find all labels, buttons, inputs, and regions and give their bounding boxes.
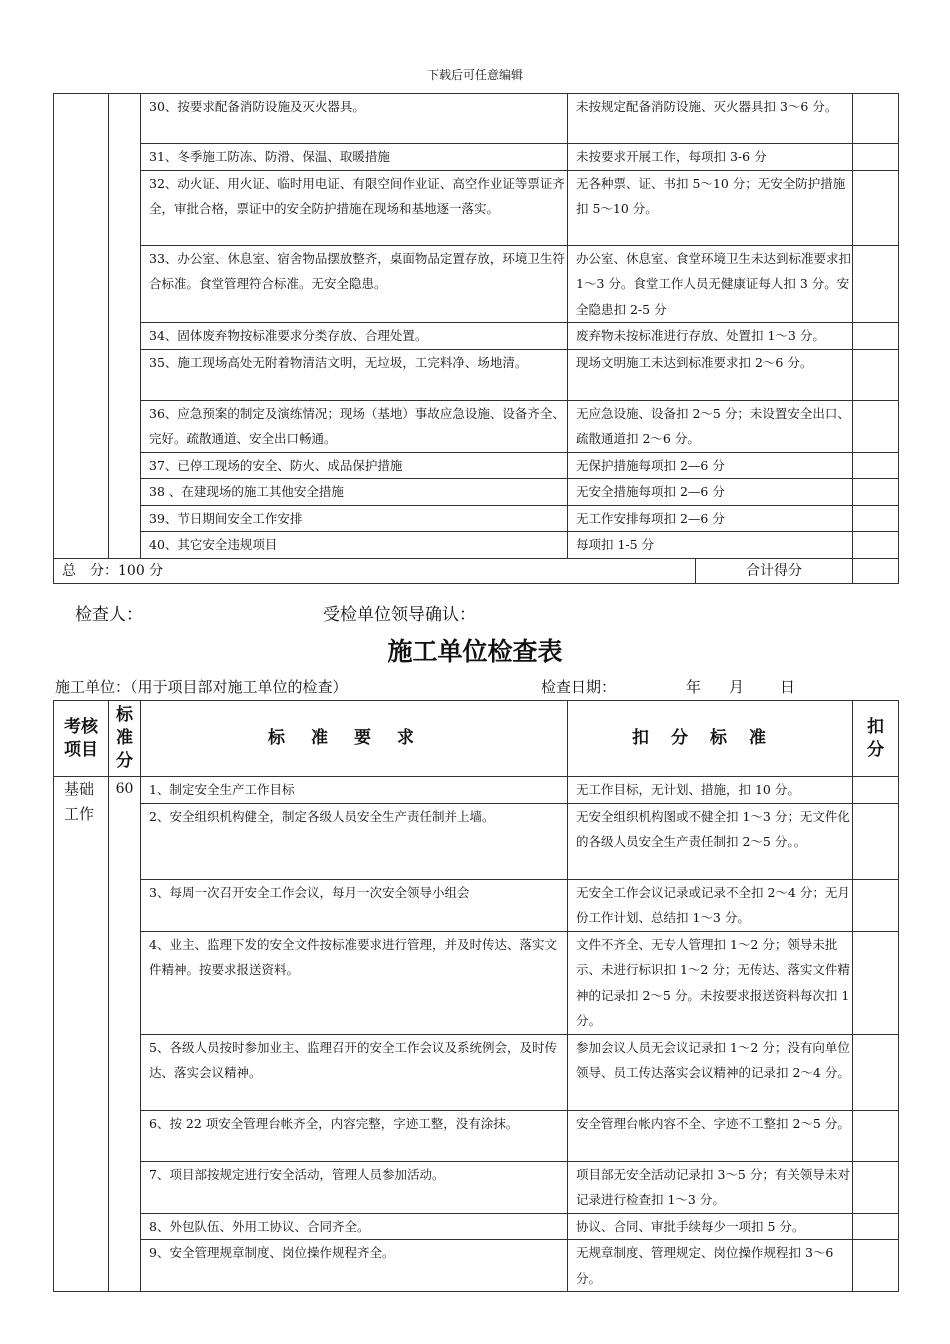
deduction-rule-cell: 现场文明施工未达到标准要求扣 2～6 分。 xyxy=(568,349,853,400)
deduction-input-cell[interactable] xyxy=(853,1034,899,1110)
category-cell xyxy=(54,94,109,559)
table-row xyxy=(54,777,899,804)
deduction-rule-cell: 参加会议人员无会议记录扣 1～2 分；没有向单位领导、员工传达落实会议精神的记录扣 2～4 分。 xyxy=(568,1034,853,1110)
points-cell: 60 xyxy=(109,777,141,1292)
deduction-input-cell[interactable] xyxy=(853,931,899,1034)
deduction-input-cell[interactable] xyxy=(853,94,899,144)
table-row xyxy=(54,505,899,532)
requirement-cell: 3、每周一次召开安全工作会议，每月一次安全领导小组会 xyxy=(141,879,568,931)
requirement-cell: 38 、在建现场的施工其他安全措施 xyxy=(141,479,568,506)
header-note: 下载后可任意编辑 xyxy=(426,68,523,82)
deduction-rule-cell: 无规章制度、管理规定、岗位操作规程扣 3～6 分。 xyxy=(568,1240,853,1292)
inspection-table xyxy=(53,700,899,1292)
deduction-input-cell[interactable] xyxy=(853,245,899,323)
deduction-input-cell[interactable] xyxy=(853,479,899,506)
requirement-cell: 6、按 22 项安全管理台帐齐全，内容完整，字迹工整，没有涂抹。 xyxy=(141,1110,568,1161)
table-row xyxy=(54,1240,899,1292)
table-row xyxy=(54,452,899,479)
deduction-input-cell[interactable] xyxy=(853,170,899,245)
deduction-input-cell[interactable] xyxy=(853,505,899,532)
table-row xyxy=(54,1161,899,1213)
header-points: 标准分 xyxy=(109,701,141,777)
table-row xyxy=(54,879,899,931)
inspection-date xyxy=(541,676,795,697)
requirement-cell: 31、冬季施工防冻、防滑、保温、取暖措施 xyxy=(141,144,568,171)
table-row xyxy=(54,532,899,559)
deduction-input-cell[interactable] xyxy=(853,349,899,400)
requirement-cell: 32、动火证、用火证、临时用电证、有限空间作业证、高空作业证等票证齐全，审批合格，票证中的安全防护措施在现场和基地逐一落实。 xyxy=(141,170,568,245)
deduction-rule-cell: 文件不齐全、无专人管理扣 1～2 分；领导未批示、未进行标识扣 1～2 分；无传达、落实文件精神的记录扣 2～5 分。未按要求报送资料每次扣 1 分。 xyxy=(568,931,853,1034)
deduction-rule-cell: 无安全措施每项扣 2—6 分 xyxy=(568,479,853,506)
requirement-cell: 39、节日期间安全工作安排 xyxy=(141,505,568,532)
requirement-cell: 36、应急预案的制定及演练情况；现场（基地）事故应急设施、设备齐全、完好。疏散通道、安全出口畅通。 xyxy=(141,400,568,452)
table-row xyxy=(54,400,899,452)
requirement-cell: 1、制定安全生产工作目标 xyxy=(141,777,568,804)
deduction-rule-cell: 未按规定配备消防设施、灭火器具扣 3～6 分。 xyxy=(568,94,853,144)
total-row xyxy=(54,558,899,583)
table-row xyxy=(54,144,899,171)
sum-score-input[interactable] xyxy=(853,558,899,583)
table-row xyxy=(54,479,899,506)
header-deduct: 扣分 xyxy=(853,701,899,777)
requirement-cell: 40、其它安全违规项目 xyxy=(141,532,568,559)
table-row xyxy=(54,1034,899,1110)
date-label: 检查日期： xyxy=(541,678,617,696)
requirement-cell: 5、各级人员按时参加业主、监理召开的安全工作会议及系统例会，及时传达、落实会议精神。 xyxy=(141,1034,568,1110)
deduction-rule-cell: 无安全组织机构图或不健全扣 1～3 分；无文件化的各级人员安全生产责任制扣 2～5 分。。 xyxy=(568,803,853,879)
deduction-rule-cell: 无安全工作会议记录或记录不全扣 2～4 分；无月份工作计划、总结扣 1～3 分。 xyxy=(568,879,853,931)
table-row xyxy=(54,1213,899,1240)
header-standard: 标准要求 xyxy=(141,701,568,777)
sum-score-label: 合计得分 xyxy=(746,562,802,579)
requirement-cell: 2、安全组织机构健全，制定各级人员安全生产责任制并上墙。 xyxy=(141,803,568,879)
requirement-cell: 37、已停工现场的安全、防火、成品保护措施 xyxy=(141,452,568,479)
requirement-cell: 7、项目部按规定进行安全活动，管理人员参加活动。 xyxy=(141,1161,568,1213)
deduction-rule-cell: 废弃物未按标准进行存放、处置扣 1～3 分。 xyxy=(568,323,853,350)
table-row xyxy=(54,803,899,879)
deduction-input-cell[interactable] xyxy=(853,400,899,452)
table-row xyxy=(54,245,899,323)
deduction-input-cell[interactable] xyxy=(853,323,899,350)
requirement-cell: 35、施工现场高处无附着物清洁文明，无垃圾，工完料净、场地清。 xyxy=(141,349,568,400)
table-header-row xyxy=(54,701,899,777)
deduction-rule-cell: 无保护措施每项扣 2—6 分 xyxy=(568,452,853,479)
deduction-input-cell[interactable] xyxy=(853,1213,899,1240)
total-score-label: 总 分：100 分 xyxy=(54,559,696,583)
inspector-label: 检查人： xyxy=(75,605,143,625)
deduction-rule-cell: 无各种票、证、书扣 5～10 分；无安全防护措施扣 5～10 分。 xyxy=(568,170,853,245)
requirement-cell: 4、业主、监理下发的安全文件按标准要求进行管理，并及时传达、落实文件精神。按要求报送资料。 xyxy=(141,931,568,1034)
table-row xyxy=(54,323,899,350)
deduction-rule-cell: 办公室、休息室、食堂环境卫生未达到标准要求扣 1～3 分。食堂工作人员无健康证每人扣 3 分。安全隐患扣 2-5 分 xyxy=(568,245,853,323)
deduction-input-cell[interactable] xyxy=(853,532,899,559)
table-row xyxy=(54,170,899,245)
deduction-rule-cell: 项目部无安全活动记录扣 3～5 分；有关领导未对记录进行检查扣 1～3 分。 xyxy=(568,1161,853,1213)
header-criteria: 扣分标准 xyxy=(568,701,853,777)
deduction-rule-cell: 无工作目标，无计划、措施，扣 10 分。 xyxy=(568,777,853,804)
table-row xyxy=(54,1110,899,1161)
table-row xyxy=(54,349,899,400)
requirement-cell: 9、安全管理规章制度、岗位操作规程齐全。 xyxy=(141,1240,568,1292)
date-year: 年 xyxy=(686,678,702,696)
deduction-input-cell[interactable] xyxy=(853,879,899,931)
deduction-input-cell[interactable] xyxy=(853,1110,899,1161)
page-title: 施工单位检查表 xyxy=(387,637,563,666)
deduction-rule-cell: 未按要求开展工作，每项扣 3-6 分 xyxy=(568,144,853,171)
date-month: 月 xyxy=(729,678,745,696)
deduction-rule-cell: 无工作安排每项扣 2—6 分 xyxy=(568,505,853,532)
deduction-input-cell[interactable] xyxy=(853,777,899,804)
table-row xyxy=(54,931,899,1034)
requirement-cell: 30、按要求配备消防设施及灭火器具。 xyxy=(141,94,568,144)
table-row xyxy=(54,94,899,144)
construction-unit-label: 施工单位：（用于项目部对施工单位的检查） xyxy=(55,678,348,696)
date-day: 日 xyxy=(780,678,796,696)
deduction-rule-cell: 每项扣 1-5 分 xyxy=(568,532,853,559)
deduction-input-cell[interactable] xyxy=(853,1240,899,1292)
checklist-table-continued xyxy=(53,93,899,584)
category-cell: 基础工作 xyxy=(54,777,109,1292)
deduction-rule-cell: 安全管理台帐内容不全、字迹不工整扣 2～5 分。 xyxy=(568,1110,853,1161)
deduction-rule-cell: 无应急设施、设备扣 2～5 分；未设置安全出口、疏散通道扣 2～6 分。 xyxy=(568,400,853,452)
unit-leader-confirm-label: 受检单位领导确认： xyxy=(323,605,476,625)
requirement-cell: 33、办公室、休息室、宿舍物品摆放整齐，桌面物品定置存放，环境卫生符合标准。食堂管理符合标准。无安全隐患。 xyxy=(141,245,568,323)
deduction-input-cell[interactable] xyxy=(853,452,899,479)
deduction-input-cell[interactable] xyxy=(853,1161,899,1213)
deduction-input-cell[interactable] xyxy=(853,803,899,879)
total-label-cell xyxy=(54,558,853,583)
requirement-cell: 8、外包队伍、外用工协议、合同齐全。 xyxy=(141,1213,568,1240)
requirement-cell: 34、固体废弃物按标准要求分类存放、合理处置。 xyxy=(141,323,568,350)
points-cell xyxy=(109,94,141,559)
header-category: 考核项目 xyxy=(54,701,109,777)
deduction-input-cell[interactable] xyxy=(853,144,899,171)
deduction-rule-cell: 协议、合同、审批手续每少一项扣 5 分。 xyxy=(568,1213,853,1240)
